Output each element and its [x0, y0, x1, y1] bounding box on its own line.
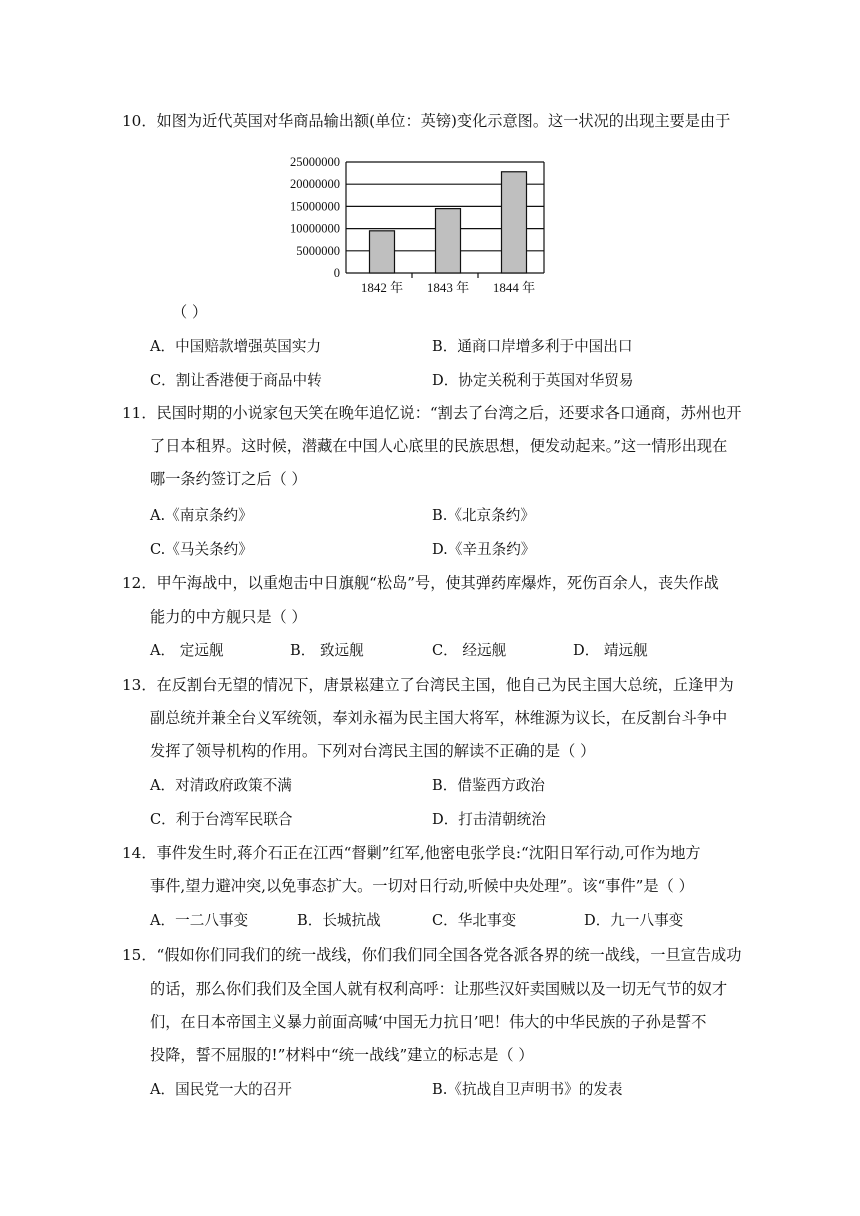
q10-option-d[interactable]: D．协定关税利于英国对华贸易: [432, 372, 634, 389]
chart-bars: [370, 172, 527, 273]
q15-option-a[interactable]: A．国民党一大的召开: [150, 1081, 292, 1098]
q15-line-2: 的话，那么你们我们及全国人就有权利高呼：让那些汉奸卖国贼以及一切无气节的奴才: [150, 980, 728, 998]
q11-line-3: 哪一条约签订之后（ ）: [150, 470, 307, 488]
q13-line-3: 发挥了领导机构的作用。下列对台湾民主国的解读不正确的是（ ）: [150, 742, 596, 760]
bar: [502, 172, 527, 273]
q11-line-1: 11．民国时期的小说家包天笑在晚年追忆说：“割去了台湾之后，还要求各口通商，苏州也开: [122, 404, 742, 422]
q14-option-a[interactable]: A．一二八事变: [150, 912, 249, 929]
q10-stem: 10．如图为近代英国对华商品输出额(单位：英镑)变化示意图。这一状况的出现主要是由于: [122, 112, 731, 130]
y-tick-label: 25000000: [290, 155, 340, 169]
q14-option-b[interactable]: B．长城抗战: [297, 912, 381, 929]
q14-line-2: 事件,望力避冲突,以免事态扩大。一切对日行动,听候中央处理”。该“事件”是（ ）: [150, 877, 694, 895]
x-tick-label: 1844 年: [492, 280, 536, 295]
q14-option-c[interactable]: C．华北事变: [432, 912, 517, 929]
q11-line-2: 了日本租界。这时候，潜藏在中国人心底里的民族思想，便发动起来。”这一情形出现在: [150, 437, 728, 455]
chart-y-ticks: [290, 155, 340, 280]
q12-option-b[interactable]: B． 致远舰: [290, 642, 364, 659]
y-tick-label: 10000000: [290, 221, 340, 236]
q11-option-b[interactable]: B.《北京条约》: [432, 507, 535, 524]
x-tick-label: 1842 年: [360, 280, 404, 295]
q15-option-b[interactable]: B.《抗战自卫声明书》的发表: [432, 1081, 623, 1098]
q11-option-a[interactable]: A.《南京条约》: [150, 507, 253, 524]
q10-option-b[interactable]: B．通商口岸增多利于中国出口: [432, 338, 633, 355]
q15-line-4: 投降，誓不屈服的!”材料中“统一战线”建立的标志是（ ）: [150, 1046, 534, 1064]
q15-line-1: 15．“假如你们同我们的统一战线，你们我们同全国各党各派各界的统一战线，一旦宣告成功: [122, 946, 742, 964]
q12-line-2: 能力的中方舰只是（ ）: [150, 608, 307, 626]
x-tick-label: 1843 年: [426, 280, 470, 295]
y-tick-label: 0: [333, 266, 340, 280]
q14-option-d[interactable]: D．九一八事变: [584, 912, 684, 929]
q13-option-d[interactable]: D．打击清朝统治: [432, 811, 546, 828]
q10-answer-paren: （ ）: [172, 303, 208, 321]
q11-option-d[interactable]: D.《辛丑条约》: [432, 541, 536, 558]
q10-option-c[interactable]: C．割让香港便于商品中转: [150, 372, 322, 389]
q15-line-3: 们，在日本帝国主义暴力前面高喊‘中国无力抗日’吧！伟大的中华民族的子孙是誓不: [150, 1013, 707, 1031]
y-tick-label: 5000000: [296, 243, 340, 258]
q14-line-1: 14．事件发生时,蒋介石正在江西“督剿”红军,他密电张学良:“沈阳日军行动,可作为地方: [122, 844, 701, 862]
export-bar-chart: [282, 148, 552, 298]
y-tick-label: 15000000: [290, 199, 340, 214]
q12-option-c[interactable]: C． 经远舰: [432, 642, 507, 659]
bar: [370, 231, 395, 273]
q13-option-a[interactable]: A．对清政府政策不满: [150, 777, 292, 794]
q13-line-1: 13．在反割台无望的情况下，唐景崧建立了台湾民主国，他自己为民主国大总统，丘逢甲为: [122, 676, 734, 694]
q10-option-a[interactable]: A．中国赔款增强英国实力: [150, 338, 322, 355]
chart-x-ticks: [361, 280, 535, 295]
q13-line-2: 副总统并兼全台义军统领，奉刘永福为民主国大将军，林维源为议长，在反割台斗争中: [150, 709, 728, 727]
bar: [436, 209, 461, 273]
y-tick-label: 20000000: [290, 177, 340, 192]
q13-option-b[interactable]: B．借鉴西方政治: [432, 777, 545, 794]
q13-option-c[interactable]: C．利于台湾军民联合: [150, 811, 293, 828]
q12-line-1: 12．甲午海战中，以重炮击中日旗舰“松岛”号，使其弹药库爆炸，死伤百余人，丧失作战: [122, 574, 719, 592]
q11-option-c[interactable]: C.《马关条约》: [150, 541, 253, 558]
q12-option-d[interactable]: D． 靖远舰: [573, 642, 648, 659]
q12-option-a[interactable]: A． 定远舰: [150, 642, 224, 659]
